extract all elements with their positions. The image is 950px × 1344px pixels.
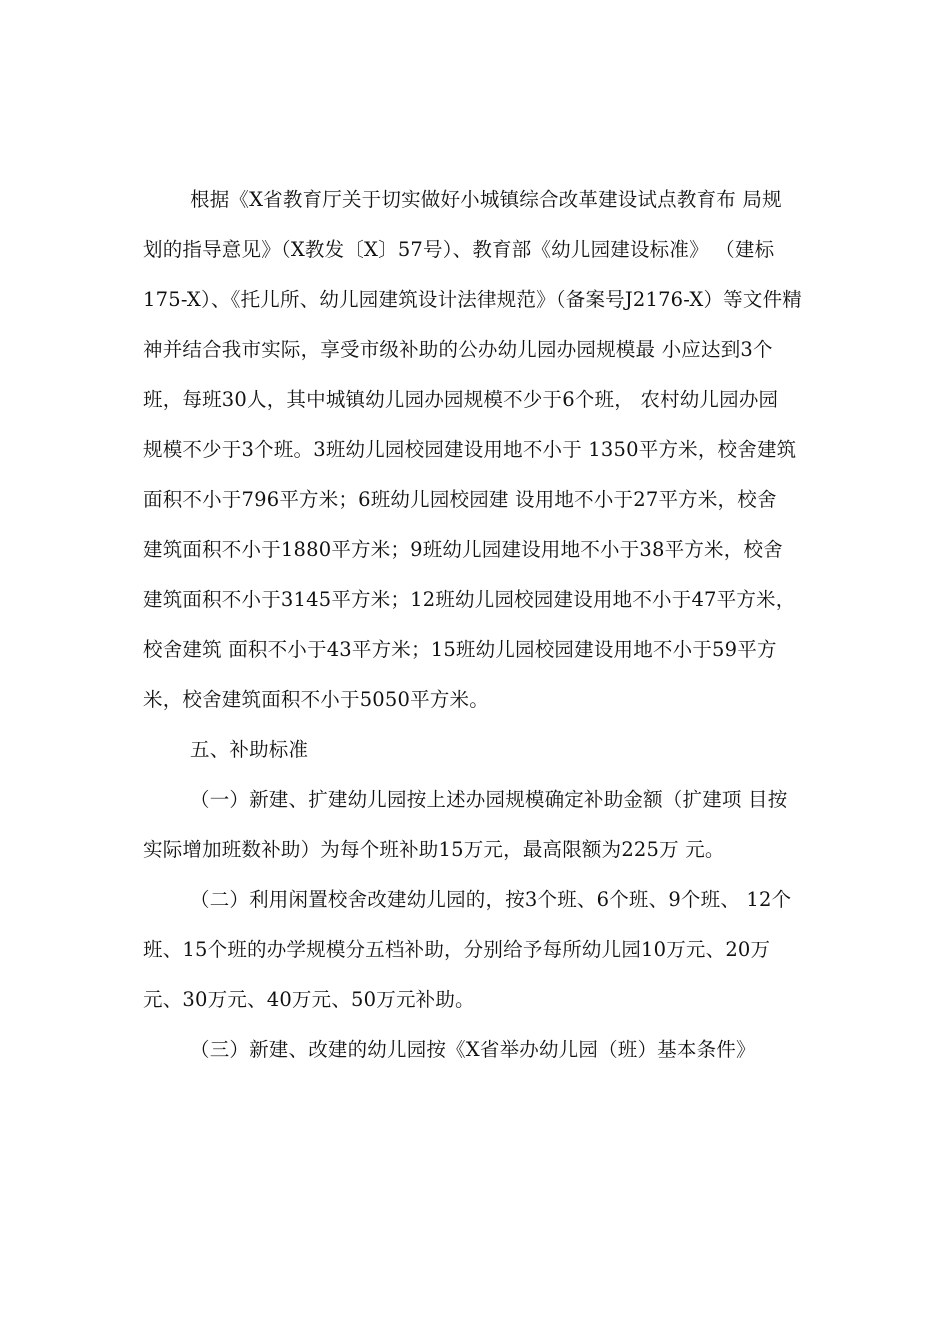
body-text-line: 神并结合我市实际，享受市级补助的公办幼儿园办园规模最 小应达到3个	[143, 338, 773, 361]
body-text-line: （二）利用闲置校舍改建幼儿园的，按3个班、6个班、9个班、 12个	[190, 888, 792, 911]
body-text-line: 班，每班30人，其中城镇幼儿园办园规模不少于6个班， 农村幼儿园办园	[143, 388, 779, 411]
body-text-line: 元、30万元、40万元、50万元补助。	[143, 988, 475, 1011]
body-text-line: （一）新建、扩建幼儿园按上述办园规模确定补助金额（扩建项 目按	[190, 788, 788, 811]
body-text-line: （三）新建、改建的幼儿园按《X省举办幼儿园（班）基本条件》	[190, 1038, 756, 1061]
body-text-line: 划的指导意见》（X教发〔X〕57号）、教育部《幼儿园建设标准》 （建标	[143, 238, 775, 261]
body-text-line: 米，校舍建筑面积不小于5050平方米。	[143, 688, 489, 711]
body-text-line: 175-X）、《托儿所、幼儿园建筑设计法律规范》（备案号J2176-X）等文件精	[143, 288, 802, 311]
body-text-line: 面积不小于796平方米；6班幼儿园校园建 设用地不小于27平方米，校舍	[143, 488, 777, 511]
body-text-line: 根据《X省教育厅关于切实做好小城镇综合改革建设试点教育布 局规	[190, 188, 782, 211]
body-text-line: 建筑面积不小于3145平方米；12班幼儿园校园建设用地不小于47平方米，	[143, 588, 796, 611]
body-text-line: 规模不少于3个班。3班幼儿园校园建设用地不小于 1350平方米，校舍建筑	[143, 438, 797, 461]
body-text-line: 实际增加班数补助）为每个班补助15万元，最高限额为225万 元。	[143, 838, 725, 861]
body-text-line: 建筑面积不小于1880平方米；9班幼儿园建设用地不小于38平方米，校舍	[143, 538, 783, 561]
body-text-line: 校舍建筑 面积不小于43平方米；15班幼儿园校园建设用地不小于59平方	[143, 638, 777, 661]
section-heading: 五、补助标准	[190, 738, 309, 761]
body-text-line: 班、15个班的办学规模分五档补助，分别给予每所幼儿园10万元、20万	[143, 938, 771, 961]
